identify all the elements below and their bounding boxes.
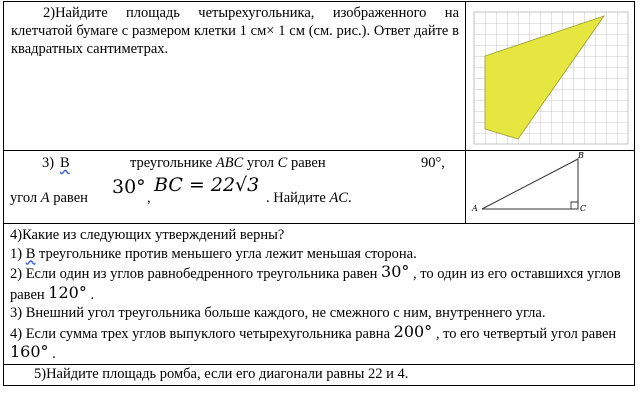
task-3-number: 3)	[42, 155, 55, 171]
task-3-word-triangle: треугольнике	[130, 155, 213, 171]
task-3-a-letter: A	[40, 190, 50, 206]
task-3-comma: ,	[147, 190, 151, 206]
task-3-abc: ABC	[215, 155, 244, 171]
statement-2-text-b: , то один из его оставшихся углов равен	[10, 266, 621, 303]
task-3-ac: AC	[329, 190, 348, 206]
task-3-bc-formula: BC = 22√3	[154, 174, 260, 196]
task-3-angle-formula: 30°	[112, 176, 146, 198]
right-angle-mark	[571, 202, 578, 209]
statement-2-text-a: 2) Если один из углов равнобедренного треугольника равен	[10, 266, 382, 282]
statement-4-text-b: , то его четвертый угол равен	[432, 325, 617, 342]
task-5-cell	[4, 364, 635, 385]
task-2-text	[11, 4, 459, 58]
statement-1-number: 1)	[10, 245, 26, 262]
statement-1-text: треугольнике против меньшего угла лежит меньшая сторона.	[35, 245, 417, 262]
task-3-lead-word: В	[60, 155, 70, 171]
vertex-c-label: C	[580, 204, 587, 213]
task-2-figure-cell	[466, 2, 635, 151]
statement-4-text-c: .	[48, 346, 56, 362]
statement-2-math-120: 120°	[48, 282, 87, 302]
task-3-find-word: . Найдите	[266, 190, 326, 206]
task-2-text-cell	[4, 2, 466, 151]
task-4-statement-2	[10, 263, 628, 304]
grid-quadrilateral-figure	[466, 2, 634, 148]
statement-1-lead: В	[25, 245, 36, 262]
task-3-word-equals: равен	[290, 155, 326, 171]
right-triangle-figure	[466, 151, 634, 223]
task-3-line2	[10, 189, 88, 207]
statement-4-math-160: 160°	[10, 342, 49, 361]
task-3-word-equals2: равен	[53, 190, 88, 206]
task-4-statement-4	[10, 323, 628, 364]
task-2-statement: 2)Найдите площадь четырехугольника, изображенного на клетчатой бумаге с размером клетки 1 см× 1 см (см. рис.). Ответ дайте в квадратных сантиметрах.	[11, 5, 459, 57]
task-4-cell	[4, 224, 635, 365]
task-3-row	[4, 151, 635, 224]
task-4-statement-1	[10, 245, 628, 264]
task-5-row	[4, 364, 635, 385]
task-4-title: 4)Какие из следующих утверждений верны?	[10, 227, 285, 243]
task-3-word-angle: угол	[246, 155, 275, 171]
vertex-a-label: A	[472, 204, 478, 213]
task-4-row	[4, 224, 635, 365]
tasks-table	[3, 1, 635, 386]
task-3-line1	[130, 154, 326, 172]
statement-4-text-a: 4) Если сумма трех углов выпуклого четырехугольника равна	[10, 325, 394, 342]
task-3-c-letter: C	[277, 155, 288, 171]
vertex-b-label: B	[578, 151, 584, 160]
statement-4-math-200: 200°	[393, 321, 433, 341]
task-2-row	[4, 2, 635, 151]
task-5-statement: 5)Найдите площадь ромба, если его диагонали равны 22 и 4.	[34, 365, 409, 382]
task-4-statement-3: 3) Внешний угол треугольника больше каждого, не смежного с ним, внутреннего угла.	[10, 305, 546, 321]
task-3-period: .	[347, 190, 352, 206]
statement-2-text-c: .	[86, 286, 95, 303]
task-3-figure-cell	[466, 151, 635, 224]
task-3-deg90: 90°,	[421, 155, 445, 171]
triangle-abc	[482, 159, 578, 209]
task-3-text-cell	[4, 151, 466, 224]
statement-2-math-30: 30°	[381, 262, 410, 281]
task-3-question	[266, 189, 352, 207]
task-3-word-angle2: угол	[10, 190, 38, 206]
